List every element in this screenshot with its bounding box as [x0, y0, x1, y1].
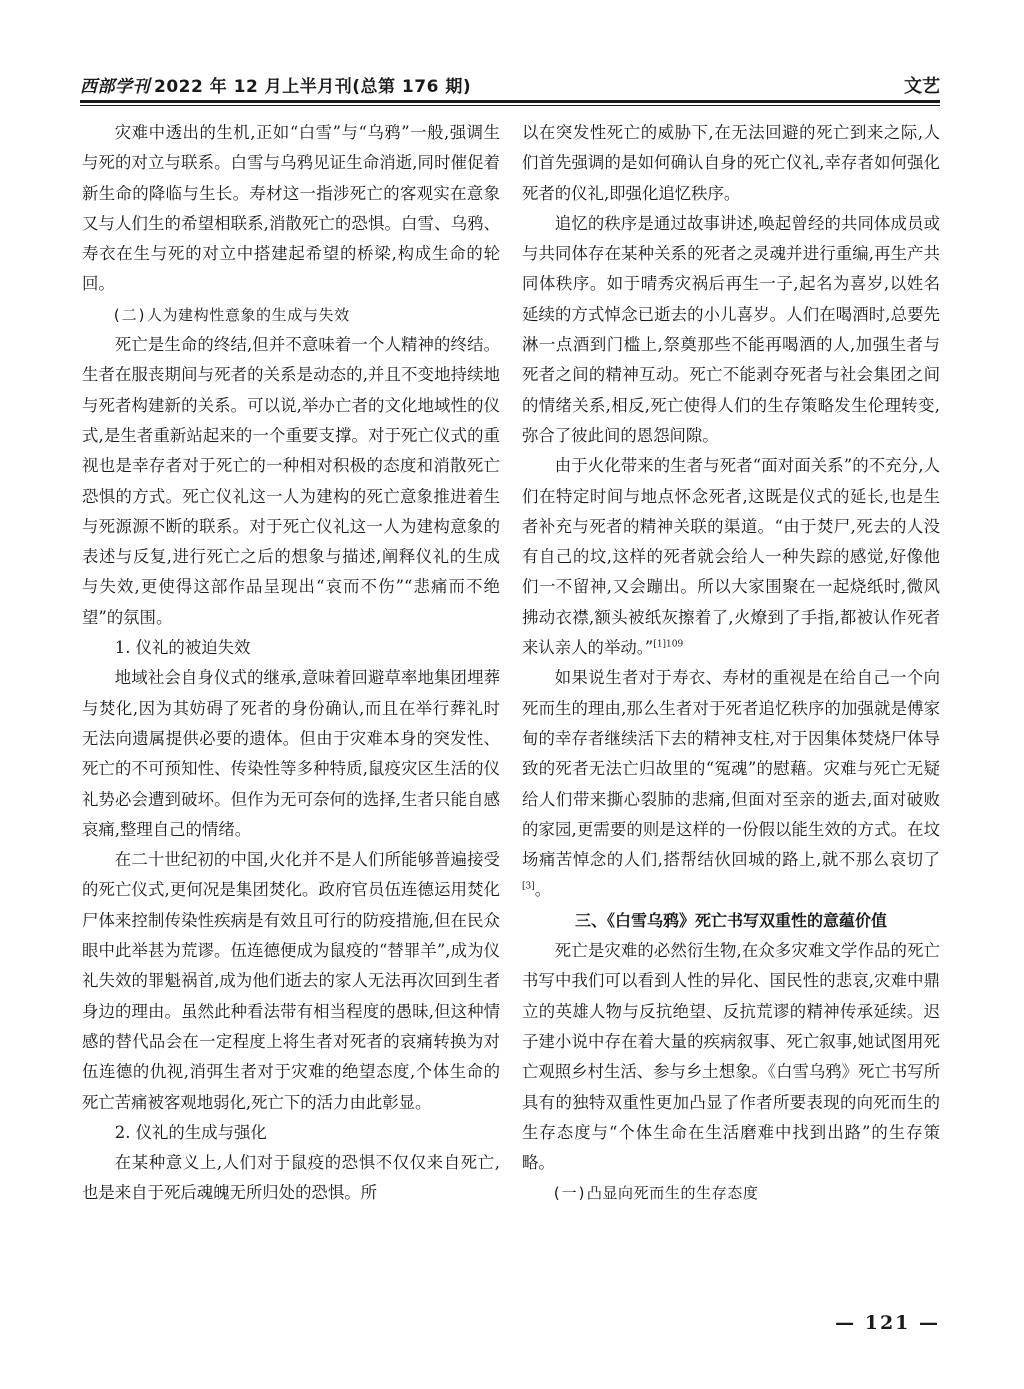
- paragraph: 地域社会自身仪式的继承,意味着回避草率地集团埋葬与焚化,因为其妨碍了死者的身份确认,而且在举行葬礼时无法向遗属提供必要的遗体。但由于灾难本身的突发性、死亡的不可预知性、传染性等多种特质,鼠疫灾区生活的仪礼势必会遭到破坏。但作为无可奈何的选择,生者只能自感哀痛,整理自己的情绪。: [82, 668, 500, 839]
- paragraph-tail: 。: [534, 880, 552, 900]
- paragraph: 追忆的秩序是通过故事讲述,唤起曾经的共同体成员或与共同体存在某种关系的死者之灵魂并进行重编,再生产共同体秩序。如于晴秀灾祸后再生一子,起名为喜岁,以姓名延续的方式悼念已逝去的小儿喜岁。人们在喝酒时,总要先淋一点酒到门槛上,祭奠那些不能再喝酒的人,加强生者与死者之间的精神互动。死亡不能剥夺死者与社会集团之间的情绪关系,相反,死亡使得人们的生存策略发生伦理转变,弥合了彼此间的恩怨间隙。: [522, 213, 940, 445]
- page-header: [80, 70, 940, 104]
- page-number: — 121 —: [835, 1312, 940, 1334]
- journal-issue-line: [80, 72, 471, 97]
- paragraph-continued: 以在突发性死亡的威胁下,在无法回避的死亡到来之际,人们首先强调的是如何确认自身的死亡仪礼,幸存者如何强化死者的仪礼,即强化追忆秩序。: [522, 123, 940, 203]
- paragraph: 在某种意义上,人们对于鼠疫的恐惧不仅仅来自死亡,也是来自于死后魂魄无所归处的恐惧。所: [82, 1153, 500, 1203]
- paragraph: 死亡是灾难的必然衍生物,在众多灾难文学作品的死亡书写中我们可以看到人性的异化、国民性的悲哀,灾难中鼎立的英雄人物与反抗绝望、反抗荒谬的精神传承延续。迟子建小说中存在着大量的疾病叙事、死亡叙事,她试图用死亡观照乡村生活、参与乡土想象。《白雪乌鸦》死亡书写所具有的独特双重性更加凸显了作者所要表现的向死而生的生存态度与“个体生命在生活磨难中找到出路”的生存策略。: [522, 941, 940, 1173]
- header-rule-thin: [80, 105, 940, 106]
- paragraph: [522, 663, 940, 905]
- subsubsection-heading: 1. 仪礼的被迫失效: [114, 638, 251, 658]
- journal-logo: 西部学刊: [80, 77, 150, 97]
- paragraph-text: 如果说生者对于寿衣、寿材的重视是在给自己一个向死而生的理由,那么生者对于死者追忆秩序的加强就是傅家甸的幸存者继续活下去的精神支柱,对于因集体焚烧尸体导致的死者无法亡归故里的“冤魂”的慰藉。灾难与死亡无疑给人们带来撕心裂肺的悲痛,但面对至亲的逝去,面对破败的家园,更需要的则是这样的一份假以能生效的方式。在坟场痛苦悼念的人们,搭帮结伙回城的路上,就不那么哀切了: [522, 668, 940, 870]
- quote-text: 由于火化带来的生者与死者“面对面关系”的不充分,人们在特定时间与地点怀念死者,这既是仪式的延长,也是生者补充与死者的精神关联的渠道。“由于焚尸,死去的人没有自己的坟,这样的死者就会给人一种失踪的感觉,好像他们一不留神,又会蹦出。所以大家围聚在一起烧纸时,微风拂动衣襟,额头被纸灰擦着了,火燎到了手指,都被认作死者来认亲人的举动。”: [522, 456, 940, 658]
- subsection-heading: (二)人为建构性意象的生成与失效: [112, 305, 350, 324]
- paragraph: [522, 451, 940, 663]
- left-column: [82, 118, 500, 1209]
- section-heading: 三、《白雪乌鸦》死亡书写双重性的意蕴价值: [574, 910, 887, 930]
- paragraph: 在二十世纪初的中国,火化并不是人们所能够普遍接受的死亡仪式,更何况是集团焚化。政府官员伍连德运用焚化尸体来控制传染性疾病是有效且可行的防疫措施,但在民众眼中此举甚为荒谬。伍连德便成为鼠疫的“替罪羊”,成为仪礼失效的罪魁祸首,成为他们逝去的家人无法再次回到生者身边的理由。虽然此种看法带有相当程度的愚昧,但这种情感的替代品会在一定程度上将生者对死者的哀痛转换为对伍连德的仇视,消弭生者对于灾难的绝望态度,个体生命的死亡苦痛被客观地弱化,死亡下的活力由此彰显。: [82, 850, 500, 1112]
- issue-info: 2022 年 12 月上半月刊(总第 176 期): [154, 77, 472, 97]
- paragraph: 死亡是生命的终结,但并不意味着一个人精神的终结。生者在服丧期间与死者的关系是动态的,并且不变地持续地与死者构建新的关系。可以说,举办亡者的文化地域性的仪式,是生者重新站起来的一个重要支撑。对于死亡仪式的重视也是幸存者对于死亡的一种相对积极的态度和消散死亡恐惧的方式。死亡仪礼这一人为建构的死亡意象推进着生与死源源不断的联系。对于死亡仪礼这一人为建构意象的表述与反复,进行死亡之后的想象与描述,阐释仪礼的生成与失效,更使得这部作品呈现出“哀而不伤”“悲痛而不绝望”的氛围。: [82, 335, 500, 627]
- right-column: [522, 118, 940, 1209]
- header-rule: [80, 100, 940, 103]
- citation: [1]109: [653, 639, 684, 650]
- subsubsection-heading: 2. 仪礼的生成与强化: [114, 1122, 267, 1142]
- citation: [3]: [522, 881, 535, 892]
- paragraph: 灾难中透出的生机,正如“白雪”与“乌鸦”一般,强调生与死的对立与联系。白雪与乌鸦见证生命消逝,同时催促着新生命的降临与生长。寿材这一指涉死亡的客观实在意象又与人们生的希望相联系,消散死亡的恐惧。白雪、乌鸦、寿衣在生与死的对立中搭建起希望的桥梁,构成生命的轮回。: [82, 123, 500, 294]
- section-label: 文艺: [904, 76, 940, 97]
- subsection-heading: (一)凸显向死而生的生存态度: [552, 1184, 759, 1203]
